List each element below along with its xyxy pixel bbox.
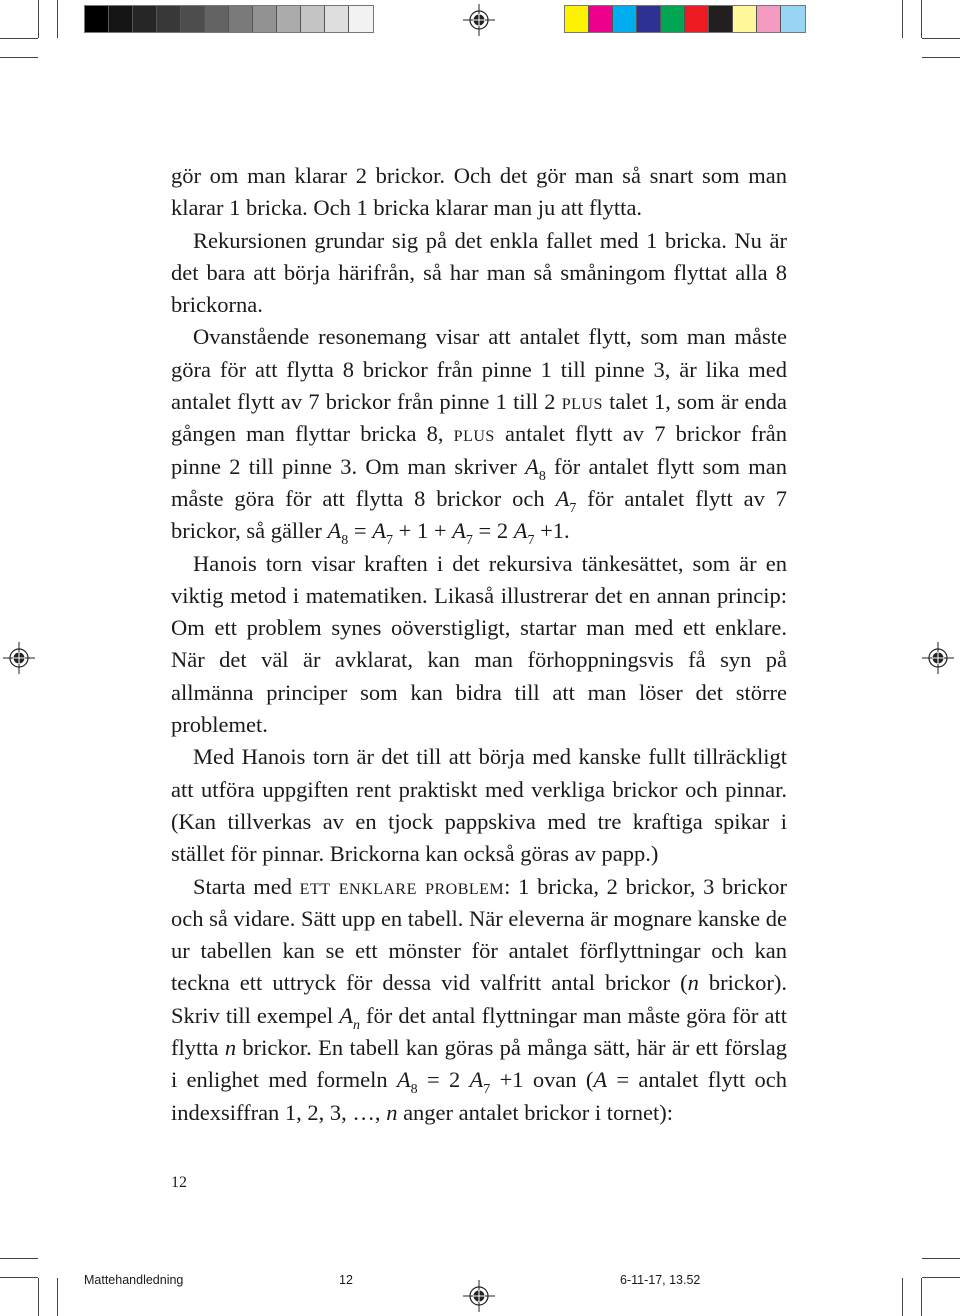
paragraph: Rekursionen grundar sig på det enkla fallet med 1 bricka. Nu är det bara att börja härifrån, så har man så småningom flyttat alla 8 brickorna.: [171, 227, 787, 318]
color-swatch: [349, 6, 373, 32]
crop-mark: [922, 1277, 960, 1278]
color-swatch: [229, 6, 253, 32]
crop-mark: [0, 38, 38, 39]
crop-mark: [902, 0, 903, 38]
paragraph: gör om man klarar 2 brickor. Och det gör man så snart som man klarar 1 bricka. Och 1 bricka klarar man ju att flytta.: [171, 163, 787, 221]
footer-page: 12: [339, 1273, 353, 1287]
crop-mark: [921, 1278, 922, 1316]
registration-mark-icon: [922, 642, 954, 674]
color-swatch: [205, 6, 229, 32]
registration-mark-icon: [3, 642, 35, 674]
crop-mark: [0, 57, 38, 58]
color-swatch: [133, 6, 157, 32]
paragraph: Ovanstående resonemang visar att antalet flytt, som man måste göra för att flytta 8 brickor från pinne 1 till pinne 3, är lika med antalet flytt av 7 brickor från pinne 1 till 2 plus talet 1, som är enda gången man flyttar bricka 8, plus antalet flytt av 7 brickor från pinne 2 till pinne 3. Om man skriver $A_8$ för antalet flytt som man måste göra för att flytta 8 brickor och $A_7$ för antalet flytt av 7 brickor, så gäller $A_8 = A_7 + 1 + A_7 = 2$ $A_7 +1$.: [171, 324, 787, 549]
color-swatch: [301, 6, 325, 32]
crop-mark: [38, 0, 39, 38]
crop-mark: [0, 1258, 38, 1259]
color-swatch: [157, 6, 181, 32]
color-swatch: [589, 6, 613, 32]
color-swatch: [565, 6, 589, 32]
color-swatch: [253, 6, 277, 32]
color-swatch: [733, 6, 757, 32]
crop-mark: [922, 1258, 960, 1259]
color-swatch: [277, 6, 301, 32]
color-swatch: [613, 6, 637, 32]
crop-mark: [57, 1278, 58, 1316]
crop-mark: [0, 1277, 38, 1278]
body-text: [171, 160, 787, 1129]
crop-mark: [57, 0, 58, 38]
paragraph: Starta med ett enklare problem: 1 bricka, 2 brickor, 3 brickor och så vidare. Sätt upp en tabell. När eleverna är mognare kanske de ur tabellen kan se ett mönster för antalet förflyttningar och kan teckna ett uttryck för dessa vid valfritt antal brickor (n brickor). Skriv till exempel $A_n$ för det antal flyttningar man måste göra för att flytta n brickor. En tabell kan göras på många sätt, här är ett förslag i enlighet med formeln $A_8 = 2$ $A_7 +1$ ovan (A = antalet flytt och indexsiffran 1, 2, 3, …, n anger antalet brickor i tornet):: [171, 873, 788, 1125]
color-calibration-bar: [564, 5, 806, 33]
grey-calibration-bar: [84, 5, 374, 33]
color-swatch: [709, 6, 733, 32]
footer-doc-name: Mattehandledning: [84, 1273, 184, 1287]
color-swatch: [181, 6, 205, 32]
crop-mark: [38, 1278, 39, 1316]
color-swatch: [109, 6, 133, 32]
color-swatch: [325, 6, 349, 32]
color-swatch: [661, 6, 685, 32]
color-swatch: [85, 6, 109, 32]
registration-mark-icon: [463, 4, 495, 36]
crop-mark: [922, 38, 960, 39]
crop-mark: [902, 1278, 903, 1316]
crop-mark: [921, 0, 922, 38]
paragraph: Med Hanois torn är det till att börja med kanske fullt tillräckligt att utföra uppgiften rent praktiskt med verkliga brickor och pinnar. (Kan tillverkas av en tjock pappskiva med tre kraftiga spikar i stället för pinnar. Brickorna kan också göras av papp.): [171, 744, 787, 867]
color-swatch: [685, 6, 709, 32]
crop-mark: [922, 57, 960, 58]
page-number: 12: [171, 1174, 187, 1191]
color-swatch: [757, 6, 781, 32]
footer-timestamp: 6-11-17, 13.52: [620, 1273, 701, 1287]
color-swatch: [781, 6, 805, 32]
paragraph: Hanois torn visar kraften i det rekursiva tänkesättet, som är en viktig metod i matematiken. Likaså illustrerar det en annan princip: Om ett problem synes oöverstigligt, startar man med ett enklare. När det väl är avklarat, kan man förhoppningsvis få syn på allmänna principer som kan bidra till att man löser det större problemet.: [171, 550, 787, 738]
registration-mark-icon: [463, 1280, 495, 1312]
color-swatch: [637, 6, 661, 32]
